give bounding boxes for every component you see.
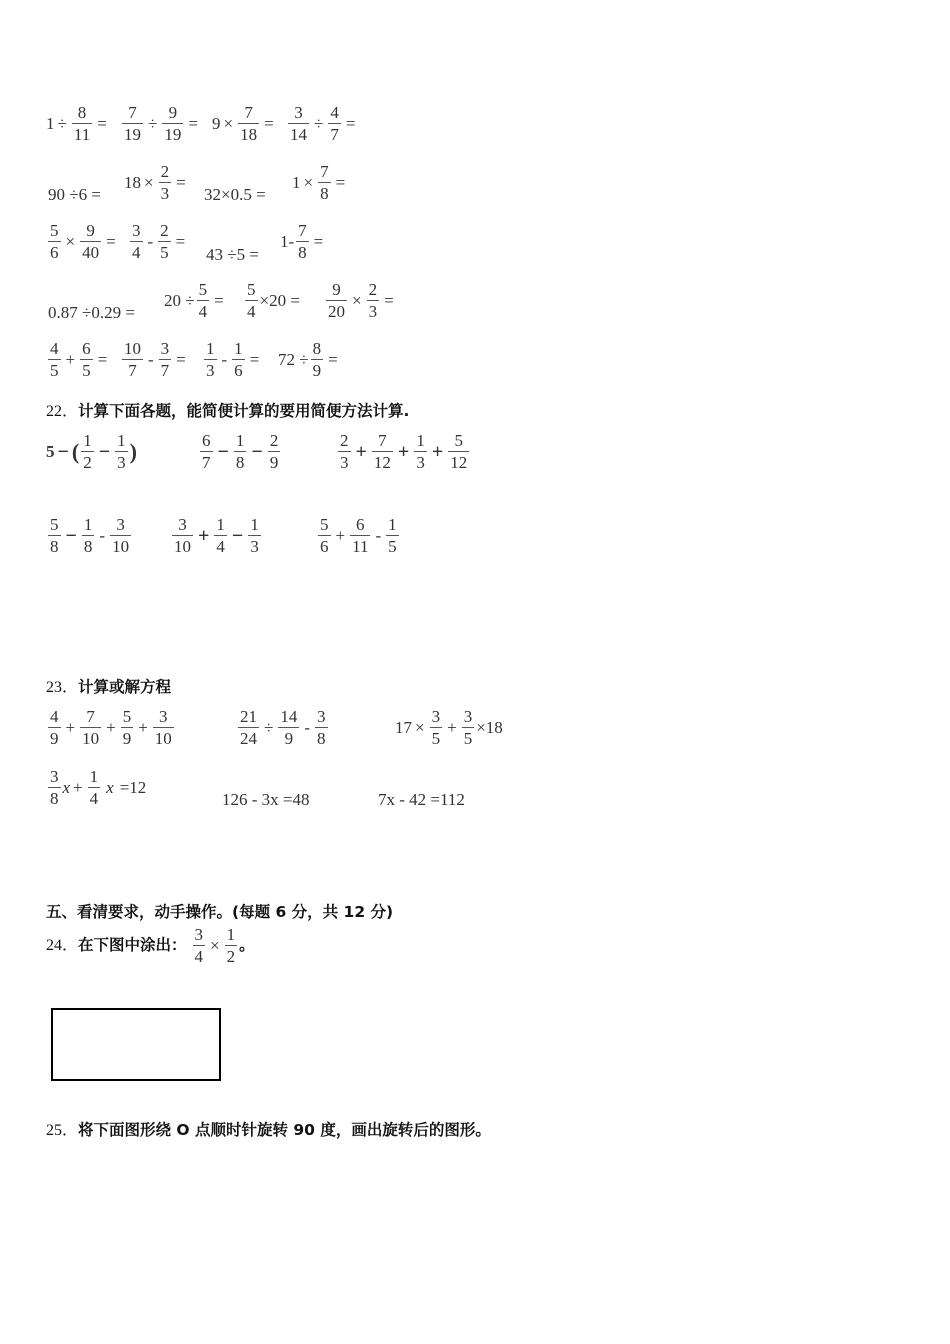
q21-r1-e3: 9 × $\frac{7}{18}$ = <box>212 103 274 144</box>
q21-r5-e3: $\frac{1}{3}$ - $\frac{1}{6}$ = <box>206 339 260 380</box>
q21-r2-e3: 32×0.5 = <box>204 185 266 204</box>
q21-r3-e2: $\frac{3}{4}$ - $\frac{2}{5}$ = <box>132 221 186 262</box>
q23-heading: 23．计算或解方程 <box>46 678 172 696</box>
shading-rectangle[interactable] <box>51 1008 221 1081</box>
q21-r3-e3: 43 ÷5 = <box>206 245 259 264</box>
q25-heading: 25．将下面图形绕 O 点顺时针旋转 90 度，画出旋转后的图形。 <box>46 1121 491 1139</box>
q22-r2-e3: $\frac{5}{6}$ + $\frac{6}{11}$ - $\frac{1}{5}$ <box>320 515 397 556</box>
q23-r2-e2: 126 - 3x =48 <box>222 790 310 809</box>
q22-r2-e2: $\frac{3}{10}$ + $\frac{1}{4}$ − $\frac{1}{3}$ <box>174 515 259 556</box>
q21-r4-e2: 20 ÷ $\frac{5}{4}$ = <box>164 280 224 321</box>
q21-r3-e4: 1- $\frac{7}{8}$ = <box>280 221 324 262</box>
q23-r2-e1: $\frac{3}{8}$ x + $\frac{1}{4}$ x =12 <box>50 767 147 808</box>
q21-r5-e2: $\frac{10}{7}$ - $\frac{3}{7}$ = <box>124 339 186 380</box>
q21-r5-e4: 72 ÷ $\frac{8}{9}$ = <box>278 339 338 380</box>
q21-r3-e1: $\frac{5}{6}$ × $\frac{9}{40}$ = <box>50 221 116 262</box>
q21-r4-e4: $\frac{9}{20}$ × $\frac{2}{3}$ = <box>328 280 394 321</box>
q23-r1-e3: 17 × $\frac{3}{5}$ + $\frac{3}{5}$ ×18 <box>395 707 503 748</box>
q21-r1-e4: $\frac{3}{14}$ ÷ $\frac{4}{7}$ = <box>290 103 356 144</box>
q21-r1-e2: $\frac{7}{19}$ ÷ $\frac{9}{19}$ = <box>124 103 198 144</box>
q22-r1-e3: $\frac{2}{3}$ + $\frac{7}{12}$ + $\frac{1}{3}$ + $\frac{5}{12}$ <box>340 431 468 472</box>
q23-r1-e1: $\frac{4}{9}$ + $\frac{7}{10}$ + $\frac{5}{9}$ + $\frac{3}{10}$ <box>50 707 172 748</box>
q22-r2-e1: $\frac{5}{8}$ − $\frac{1}{8}$ - $\frac{3}{10}$ <box>50 515 130 556</box>
q21-r5-e1: $\frac{4}{5}$ + $\frac{6}{5}$ = <box>50 339 108 380</box>
q22-r1-e1: 5 − ( $\frac{1}{2}$ − $\frac{1}{3}$ ) <box>46 431 137 472</box>
q21-r2-e4: 1 × $\frac{7}{8}$ = <box>292 162 346 203</box>
q23-r1-e2: $\frac{21}{24}$ ÷ $\frac{14}{9}$ - $\frac{3}{8}$ <box>240 707 326 748</box>
section-5-heading: 五、看清要求，动手操作。(每题 6 分，共 12 分) <box>46 903 394 921</box>
q21-r4-e1: 0.87 ÷0.29 = <box>48 303 135 322</box>
q22-heading: 22．计算下面各题，能简便计算的要用简便方法计算. <box>46 402 410 420</box>
q23-r2-e3: 7x - 42 =112 <box>378 790 465 809</box>
q21-r1-e1: 1 ÷ $\frac{8}{11}$ = <box>46 103 107 144</box>
q21-r4-e3: $\frac{5}{4}$ ×20 = <box>247 280 300 321</box>
q21-r2-e2: 18 × $\frac{2}{3}$ = <box>124 162 186 203</box>
q21-r2-e1: 90 ÷6 = <box>48 185 101 204</box>
q24-heading: 24．在下图中涂出： $\frac{3}{4}$ × $\frac{1}{2}$ 。 <box>46 925 255 966</box>
q22-r1-e2: $\frac{6}{7}$ − $\frac{1}{8}$ − $\frac{2}{9}$ <box>202 431 279 472</box>
